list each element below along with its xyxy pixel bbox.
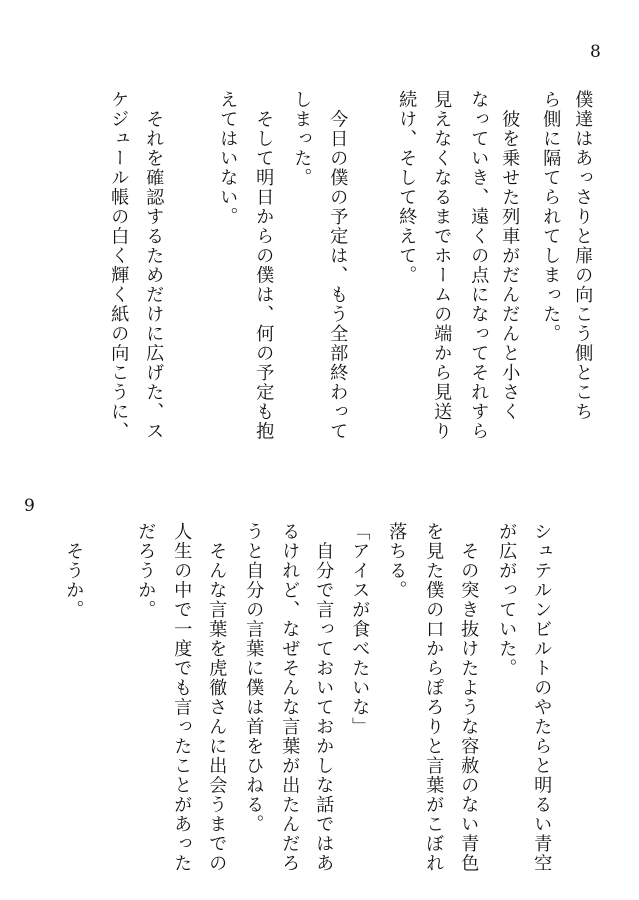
text-line: 僕達はあっさりと扉の向こう側とこち (572, 90, 594, 422)
text-line: が広がっていた。 (496, 522, 518, 678)
text-line: 自分で言っておいておかしな話ではあ (313, 522, 335, 873)
text-line: を見た僕の口からぽろりと言葉がこぼれ (423, 522, 445, 873)
page-9 (0, 450, 639, 900)
text-line: 今日の僕の予定は、もう全部終わって (327, 90, 349, 441)
text-line: シュテルンビルトのやたらと明るい青空 (531, 522, 553, 873)
text-line: それを確認するためだけに広げた、ス (143, 90, 165, 441)
text-line: 落ちる。 (386, 522, 408, 600)
text-line: 人生の中で一度でも言ったことがあった (171, 522, 193, 873)
text-line: うと自分の言葉に僕は首をひねる。 (243, 522, 265, 834)
text-line: しまった。 (291, 90, 313, 188)
text-line: 続け、そして終えて。 (396, 90, 418, 285)
text-line: 彼を乗せた列車がだんだんと小さく (499, 90, 521, 422)
text-line: なっていき、遠くの点になってそれすら (468, 90, 490, 441)
text-line: えてはいない。 (217, 90, 239, 227)
page-number: 8 (590, 42, 601, 62)
text-line: そんな言葉を虎徹さんに出会うまでの (206, 522, 228, 873)
text-line: そうか。 (63, 522, 85, 620)
text-line: その突き抜けたような容赦のない青色 (458, 522, 480, 873)
text-line: だろうか。 (135, 522, 157, 620)
text-line: ら側に隔てられてしまった。 (540, 90, 562, 344)
text-line: 「アイスが食べたいな」 (349, 522, 371, 737)
text-line: そして明日からの僕は、何の予定も抱 (253, 90, 275, 441)
text-line: 見えなくなるまでホームの端から見送り (431, 90, 453, 441)
page-number: 9 (24, 496, 35, 516)
text-line: ケジュール帳の白く輝く紙の向こうに、 (108, 90, 130, 441)
text-line: るけれど、なぜそんな言葉が出たんだろ (279, 522, 301, 873)
